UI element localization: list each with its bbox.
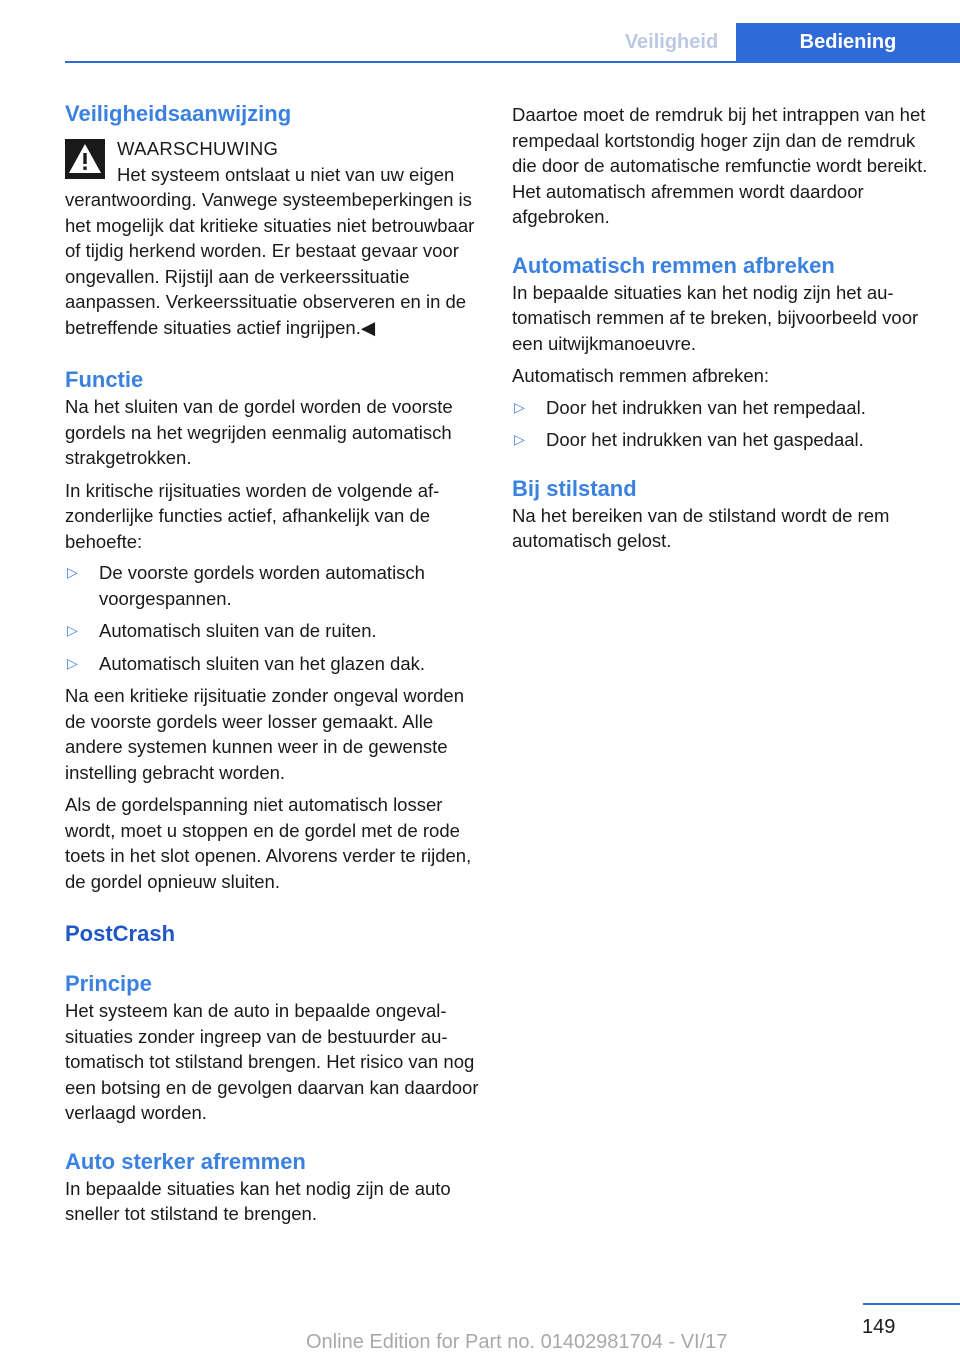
braking-text: In bepaalde situaties kan het nodig zijn de auto sneller tot stilstand te brengen.	[65, 1177, 451, 1224]
triangle-bullet-icon: ▷	[514, 398, 525, 415]
braking-continued-text: Daartoe moet de remdruk bij het intrappen van het rempedaal kortstondig hoger zijn dan de remdruk die door de automatische remfunctie wordt bereikt. Het automatisch afremmen wordt daardoor afgebroken.	[512, 104, 928, 227]
header-tabs	[607, 23, 960, 62]
header-rule	[65, 61, 960, 63]
cancel-paragraph-2: Automatisch remmen afbreken:	[512, 365, 770, 386]
cancel-list	[512, 395, 928, 453]
tab-bediening[interactable]: Bediening	[736, 23, 960, 62]
list-item-text: Door het indrukken van het rempedaal.	[546, 396, 866, 418]
left-column	[65, 100, 481, 1227]
list-item	[512, 395, 928, 421]
warning-text: Het systeem ontslaat u niet van uw eigen verantwoording. Vanwege systeembeperkingen is het mogelijk dat kritieke situaties niet betrouwbaar of tijdig herkend worden. Er bestaat gevaar voor ongevallen. Rijstijl aan de verkeerssituatie aanpassen. Verkeerssituatie observeren en in de betreffende situaties actief ingrijpen.◀	[65, 163, 475, 338]
function-paragraph-4: Als de gordelspanning niet automatisch losser wordt, moet u stoppen en de gordel met de rode toets in het slot openen. Alvorens verder te rijden, de gordel opnieuw sluiten.	[65, 794, 472, 892]
list-item-text: Automatisch sluiten van de ruiten.	[99, 620, 377, 641]
braking-heading: Auto sterker afremmen	[65, 1148, 306, 1174]
principle-heading: Principe	[65, 971, 152, 996]
triangle-bullet-icon: ▷	[67, 622, 78, 638]
function-list	[65, 560, 481, 676]
edition-footer: Online Edition for Part no. 01402981704 - VI/17	[306, 1331, 728, 1353]
standstill-heading: Bij stilstand	[512, 475, 637, 501]
cancel-paragraph-1: In bepaalde situaties kan het nodig zijn het automatisch remmen af te breken, bijvoorbeeld voor een uitwijkmanoeuvre.	[512, 281, 919, 354]
warning-block	[65, 136, 481, 340]
warning-triangle-icon	[65, 139, 105, 179]
function-paragraph-3: Na een kritieke rijsituatie zonder ongeval worden de voorste gordels weer losser gemaakt. Alle andere systemen kunnen weer in de gewenste instelling gebracht worden.	[65, 685, 464, 783]
function-paragraph-1: Na het sluiten van de gordel worden de voorste gordels na het wegrijden eenmalig automatisch strakgetrokken.	[65, 396, 453, 468]
list-item	[512, 427, 928, 453]
tab-veiligheid[interactable]: Veiligheid	[624, 31, 719, 53]
triangle-bullet-icon: ▷	[514, 431, 525, 447]
list-item-text: Automatisch sluiten van het glazen dak.	[99, 652, 425, 674]
list-item-text: De voorste gordels worden automatisch voorgespannen.	[99, 562, 425, 609]
cancel-braking-heading: Automatisch remmen afbreken	[512, 252, 835, 278]
function-paragraph-2: In kritische rijsituaties worden de volgende afzonderlijke functies actief, afhankelijk van de behoefte:	[65, 479, 440, 552]
safety-heading: Veiligheidsaanwijzing	[65, 101, 292, 126]
list-item-text: Door het indrukken van het gaspedaal.	[546, 429, 864, 450]
postcrash-heading: PostCrash	[65, 921, 176, 946]
list-item	[65, 651, 481, 677]
list-item	[65, 618, 481, 644]
list-item	[65, 560, 481, 611]
page-number-rule	[863, 1303, 960, 1305]
standstill-text: Na het bereiken van de stilstand wordt de rem automatisch gelost.	[512, 504, 890, 551]
right-column	[512, 102, 928, 554]
page-number: 149	[862, 1316, 896, 1338]
triangle-bullet-icon: ▷	[67, 654, 78, 671]
function-heading: Functie	[65, 367, 144, 392]
warning-title: WAARSCHUWING	[117, 138, 279, 159]
principle-text: Het systeem kan de auto in bepaalde ongevalsituaties zonder ingreep van de bestuurder automatisch tot stilstand brengen. Het risico van nog een botsing en de gevolgen daarvan kan daardoor verlaagd worden.	[65, 1000, 479, 1123]
triangle-bullet-icon: ▷	[67, 564, 78, 580]
